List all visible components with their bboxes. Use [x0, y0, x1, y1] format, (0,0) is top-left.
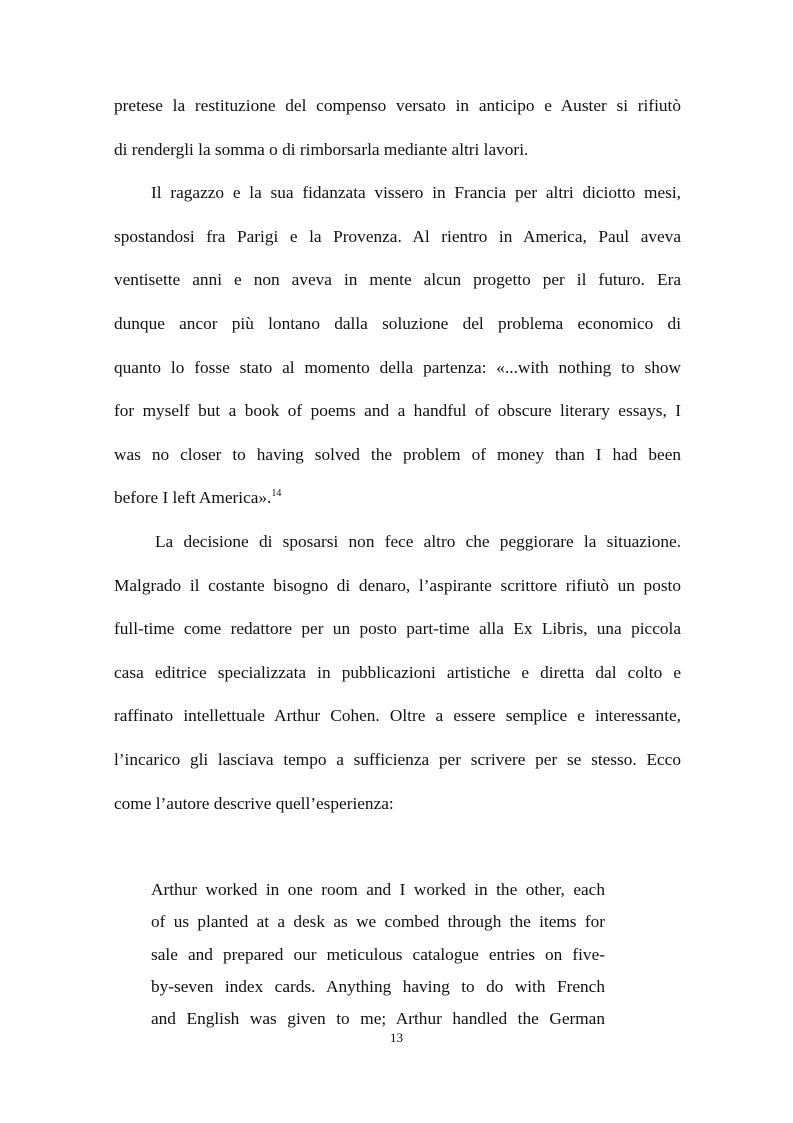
body-line-with-footnote: [114, 487, 681, 509]
body-line: was no closer to having solved the problem of money than I had been: [114, 445, 681, 464]
body-line: come l’autore descrive quell’esperienza:: [114, 794, 394, 813]
body-line: Malgrado il costante bisogno di denaro, l’aspirante scrittore rifiutò un posto: [114, 576, 681, 595]
body-line: full-time come redattore per un posto part-time alla Ex Libris, una piccola: [114, 619, 681, 638]
body-line: La decisione di sposarsi non fece altro che peggiorare la situazione.: [155, 532, 681, 551]
quote-line: of us planted at a desk as we combed through the items for: [151, 912, 605, 931]
body-line: casa editrice specializzata in pubblicazioni artistiche e diretta dal colto e: [114, 663, 681, 682]
body-line: Il ragazzo e la sua fidanzata vissero in Francia per altri diciotto mesi,: [151, 183, 681, 202]
body-line-text: before I left America».: [114, 488, 272, 507]
body-line: raffinato intellettuale Arthur Cohen. Oltre a essere semplice e interessante,: [114, 706, 681, 725]
body-line: ventisette anni e non aveva in mente alcun progetto per il futuro. Era: [114, 270, 681, 289]
body-line: pretese la restituzione del compenso versato in anticipo e Auster si rifiutò: [114, 96, 681, 115]
body-line: l’incarico gli lasciava tempo a sufficienza per scrivere per se stesso. Ecco: [114, 750, 681, 769]
body-line: spostandosi fra Parigi e la Provenza. Al rientro in America, Paul aveva: [114, 227, 681, 246]
quote-line: and English was given to me; Arthur handled the German: [151, 1009, 605, 1028]
footnote-reference: 14: [271, 488, 282, 499]
body-line: quanto lo fosse stato al momento della partenza: «...with nothing to show: [114, 358, 681, 377]
quote-line: sale and prepared our meticulous catalogue entries on five-: [151, 945, 605, 964]
quote-line: by-seven index cards. Anything having to do with French: [151, 977, 605, 996]
body-line: for myself but a book of poems and a handful of obscure literary essays, I: [114, 401, 681, 420]
page-number: 13: [390, 1030, 403, 1045]
body-line: dunque ancor più lontano dalla soluzione del problema economico di: [114, 314, 681, 333]
quote-line: Arthur worked in one room and I worked in the other, each: [151, 880, 605, 899]
body-line: di rendergli la somma o di rimborsarla mediante altri lavori.: [114, 140, 529, 159]
